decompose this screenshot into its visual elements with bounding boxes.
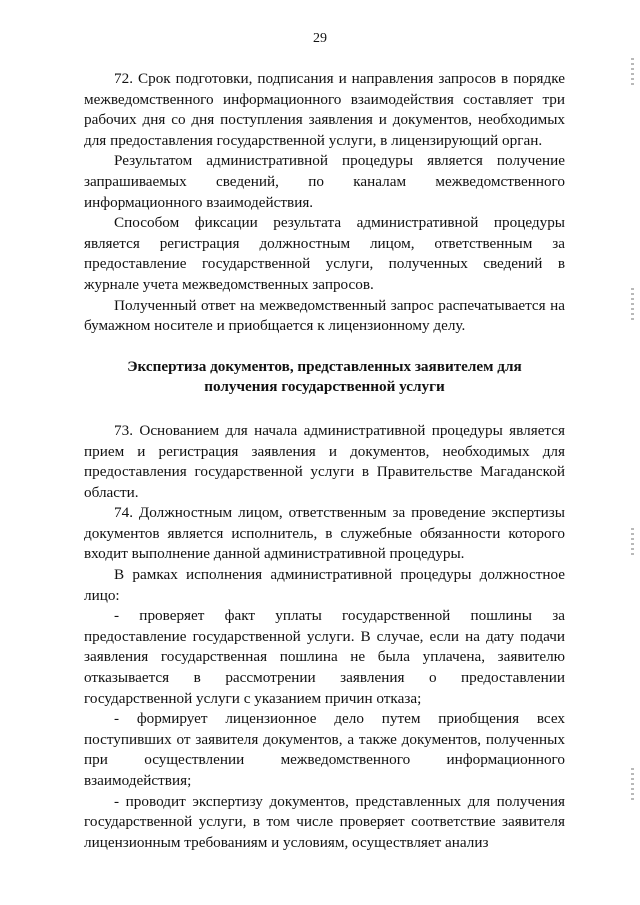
- scan-artifact: [631, 58, 634, 88]
- list-item-check-fee: - проверяет факт уплаты государственной пошлины за предоставление государственной услуги. В случае, если на дату подачи заявления государственная пошлина не была уплачена, заявителю отказывается в рассмотрении заявления о предоставлении государственной услуги с указанием причин отказа;: [84, 607, 565, 707]
- page-number: 29: [313, 31, 327, 46]
- section-heading: [84, 357, 565, 398]
- paragraph-72: 72. Срок подготовки, подписания и направления запросов в порядке межведомственного информационного взаимодействия составляет три рабочих дня со дня поступления заявления и документов, необходимых для предоставления государственной услуги, в лицензирующий орган.: [84, 70, 565, 149]
- paragraph-74: 74. Должностным лицом, ответственным за проведение экспертизы документов является исполнитель, в служебные обязанности которого входит выполнение данной административной процедуры.: [84, 504, 565, 563]
- section-heading-line-2: получения государственной услуги: [204, 378, 445, 396]
- paragraph-72-answer: Полученный ответ на межведомственный запрос распечатывается на бумажном носителе и приобщается к лицензионному делу.: [84, 296, 565, 335]
- paragraph-72-fixation: Способом фиксации результата административной процедуры является регистрация должностным лицом, ответственным за предоставление государственной услуги, полученных сведений в журнале учета межведомственных запросов.: [84, 214, 565, 293]
- paragraph-72-result: Результатом административной процедуры является получение запрашиваемых сведений, по каналам межведомственного информационного взаимодействия.: [84, 152, 565, 211]
- paragraph-74-intro: В рамках исполнения административной процедуры должностное лицо:: [84, 566, 565, 604]
- section-heading-line-1: Экспертиза документов, представленных заявителем для: [127, 357, 522, 375]
- list-item-expertise: - проводит экспертизу документов, представленных для получения государственной услуги, в том числе проверяет соответствие заявителя лицензионным требованиям и условиям, осуществляет анализ: [84, 792, 565, 851]
- scan-artifact: [631, 528, 634, 558]
- list-item-form-case: - формирует лицензионное дело путем приобщения всех поступивших от заявителя документов, а также документов, полученных при осуществлении межведомственного информационного взаимодействия;: [84, 710, 565, 789]
- paragraph-73: 73. Основанием для начала административной процедуры является прием и регистрация заявления и документов, необходимых для предоставления государственной услуги в Правительстве Магаданской области.: [84, 421, 565, 501]
- scan-artifact: [631, 768, 634, 802]
- scan-artifact: [631, 288, 634, 322]
- document-body: [84, 69, 565, 853]
